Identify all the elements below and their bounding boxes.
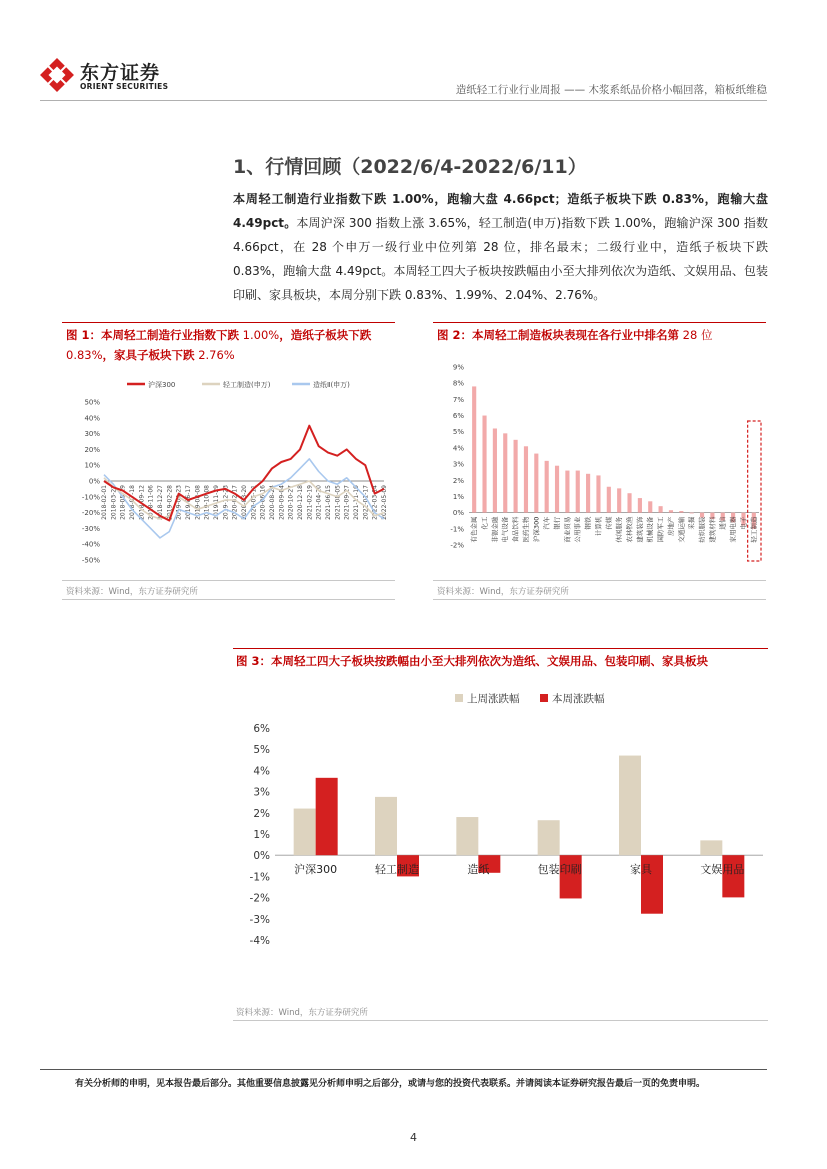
x-tick-label: 2021-08-05: [334, 485, 342, 520]
x-tick-label: 2020-12-18: [297, 485, 304, 520]
bar-last-week: [375, 797, 397, 855]
bar-last-week: [700, 840, 722, 855]
x-tick-label: 商业贸易: [563, 516, 572, 543]
x-category-label: 沪深300: [294, 863, 338, 877]
x-tick-label: 2019-08-08: [194, 485, 202, 520]
x-tick-label: 2019-06-17: [185, 485, 192, 520]
x-tick-label: 2018-12-27: [157, 485, 164, 520]
page-number: 4: [410, 1131, 417, 1144]
y-tick-label: -10%: [81, 493, 100, 502]
bar: [545, 461, 549, 513]
x-tick-label: 2019-12-23: [222, 485, 230, 520]
x-tick-label: 2021-06-15: [325, 485, 332, 520]
x-tick-label: 通信: [718, 516, 727, 530]
y-tick-label: -1%: [249, 871, 270, 884]
x-tick-label: 纺织服装: [698, 516, 707, 543]
x-tick-label: 非银金融: [490, 516, 499, 543]
bar: [669, 510, 673, 512]
x-tick-label: 食品饮料: [511, 516, 520, 543]
y-tick-label: 6%: [253, 723, 270, 735]
x-tick-label: 2019-02-28: [166, 485, 174, 520]
x-tick-label: 国防军工: [656, 516, 665, 543]
fig2-bottom-rule: [433, 599, 766, 600]
y-tick-label: -2%: [450, 541, 464, 550]
x-tick-label: 2020-03-20: [241, 485, 248, 520]
paragraph-body: 本周沪深 300 指数上涨 3.65%，轻工制造(申万)指数下跌 1.00%，跑输沪深 300 指数 4.66pct，在 28 个申万一级行业中位列第 28 位，排名最末；二级行业中，造纸子板块下跌 0.83%，跑输大盘 4.49pct。本周轻工四大子板块按跌幅由小至大排列依次为造纸、文娱用品、包装印刷、家具板块，本周分别下跌 0.83%、1.99%、2.04%、2.76%。: [233, 216, 768, 302]
bar: [627, 493, 631, 512]
bar: [607, 487, 611, 513]
x-tick-label: 房地产: [666, 516, 675, 537]
bar: [576, 471, 580, 513]
x-tick-label: 机械设备: [646, 516, 655, 543]
fig3-bar-chart: [233, 680, 768, 1000]
report-header-title: 造纸轻工行业行业周报 —— 木浆系纸品价格小幅回落，箱板纸维稳: [455, 84, 767, 96]
fig1-bottom-rule: [62, 599, 395, 600]
y-tick-label: -4%: [249, 935, 270, 947]
bar-this-week: [560, 855, 582, 898]
legend-swatch: [540, 694, 548, 702]
x-tick-label: 计算机: [594, 516, 603, 537]
fig1-title: 图 1：本周轻工制造行业指数下跌 1.00%，造纸子板块下跌 0.83%，家具子板块下跌 2.76%: [66, 328, 372, 362]
x-tick-label: 家用电器: [729, 516, 738, 543]
header-divider: [40, 100, 767, 101]
x-tick-label: 汽车: [542, 516, 551, 530]
bar: [524, 446, 528, 512]
x-tick-label: 电子: [739, 516, 748, 530]
paragraph-lead: 本周轻工制造行业指数下跌 1.00%，跑输大盘 4.66pct；造纸子板块下跌 0.83%，跑输大盘 4.49pct。: [233, 192, 768, 230]
bar: [638, 498, 642, 513]
y-tick-label: 7%: [452, 395, 464, 404]
x-tick-label: 2020-02-17: [231, 485, 239, 520]
bar: [690, 513, 694, 514]
fig2-bar-chart: [433, 355, 767, 580]
y-tick-label: -50%: [81, 556, 100, 565]
x-tick-label: 2022-03-14: [371, 485, 379, 520]
logo-english-name: ORIENT SECURITIES: [80, 82, 169, 91]
x-tick-label: 2022-01-17: [362, 485, 370, 520]
x-tick-label: 沪深300: [532, 516, 541, 543]
legend-label: 本周涨跌幅: [552, 693, 605, 705]
x-tick-label: 2018-07-18: [129, 485, 136, 520]
fig2-source: 资料来源：Wind，东方证券研究所: [437, 587, 569, 597]
bar-this-week: [316, 778, 338, 855]
y-tick-label: -1%: [450, 525, 464, 534]
y-tick-label: 8%: [452, 379, 464, 388]
x-tick-label: 休闲服务: [615, 516, 624, 543]
x-tick-label: 医药生物: [521, 516, 530, 543]
bar-last-week: [456, 817, 478, 855]
x-tick-label: 传媒: [604, 516, 613, 530]
x-tick-label: 钢铁: [584, 516, 593, 530]
x-tick-label: 化工: [480, 516, 489, 530]
legend-label: 上周涨跌幅: [467, 693, 520, 705]
bar: [648, 501, 652, 512]
y-tick-label: 5%: [452, 428, 464, 437]
x-tick-label: 2018-11-06: [147, 485, 155, 520]
y-tick-label: 9%: [452, 363, 464, 372]
y-tick-label: -20%: [81, 509, 100, 518]
bar: [503, 433, 507, 512]
y-tick-label: -3%: [249, 913, 270, 926]
x-tick-label: 2018-02-01: [101, 485, 108, 520]
y-tick-label: 4%: [452, 444, 464, 453]
fig3-source: 资料来源：Wind，东方证券研究所: [236, 1008, 368, 1018]
x-tick-label: 2020-06-16: [259, 485, 267, 520]
logo-mark-icon: [40, 58, 74, 92]
bar-last-week: [538, 820, 560, 855]
bar: [534, 454, 538, 513]
bar: [586, 474, 590, 513]
x-tick-label: 轻工制造: [749, 516, 758, 543]
bar: [514, 440, 518, 513]
fig1-line-chart: [62, 370, 396, 580]
y-tick-label: 2%: [253, 807, 270, 820]
x-tick-label: 2020-05-11: [250, 485, 258, 520]
y-tick-label: 6%: [452, 412, 464, 421]
fig3-bottom-rule: [233, 1020, 768, 1021]
x-tick-label: 2020-09-04: [278, 485, 286, 520]
x-tick-label: 农林牧渔: [625, 516, 634, 543]
company-logo: [40, 58, 180, 94]
x-category-label: 轻工制造: [375, 863, 419, 877]
x-category-label: 家具: [630, 863, 652, 877]
bar: [565, 471, 569, 513]
fig1-source-rule: [62, 580, 395, 581]
x-tick-label: 2021-09-27: [343, 485, 351, 520]
bar: [596, 475, 600, 512]
x-tick-label: 采掘: [687, 516, 696, 530]
x-tick-label: 2022-05-09: [381, 485, 388, 520]
section-paragraph: [233, 187, 768, 307]
y-tick-label: -40%: [81, 540, 100, 549]
y-tick-label: 50%: [84, 398, 100, 407]
x-tick-label: 2021-11-19: [353, 485, 360, 520]
x-tick-label: 2018-05-29: [119, 485, 127, 520]
y-tick-label: 4%: [253, 765, 270, 778]
y-tick-label: 20%: [84, 445, 100, 454]
bar: [482, 416, 486, 513]
legend-label: 造纸Ⅱ(申万): [313, 381, 350, 389]
y-tick-label: 3%: [253, 786, 270, 799]
legend-label: 沪深300: [148, 381, 176, 389]
x-category-label: 文娱用品: [700, 863, 745, 877]
y-tick-label: 3%: [452, 460, 464, 469]
fig1-top-rule: [62, 322, 395, 323]
x-tick-label: 2020-08-24: [269, 485, 276, 520]
y-tick-label: 10%: [84, 461, 100, 470]
fig1-source: 资料来源：Wind，东方证券研究所: [66, 587, 198, 597]
fig2-top-rule: [433, 322, 766, 323]
x-tick-label: 2021-02-19: [306, 485, 314, 520]
x-tick-label: 建筑装饰: [635, 516, 644, 543]
bar-last-week: [294, 809, 316, 856]
bar: [555, 466, 559, 513]
bar-this-week: [722, 855, 744, 897]
legend-label: 轻工制造(申万): [223, 381, 271, 389]
x-category-label: 包装印刷: [537, 863, 582, 877]
x-tick-label: 2020-10-27: [287, 485, 295, 520]
bar: [659, 506, 663, 512]
x-tick-label: 公用事业: [573, 516, 582, 543]
y-tick-label: 0%: [452, 509, 464, 518]
y-tick-label: 40%: [84, 414, 100, 423]
bar-last-week: [619, 756, 641, 856]
x-tick-label: 建筑材料: [708, 516, 717, 543]
x-category-label: 造纸: [467, 863, 490, 877]
bar: [617, 488, 621, 512]
x-tick-label: 交通运输: [677, 516, 686, 543]
bar: [679, 511, 683, 513]
footer-divider: [40, 1069, 767, 1070]
y-tick-label: -30%: [81, 524, 100, 533]
bar: [472, 386, 476, 512]
fig2-source-rule: [433, 580, 766, 581]
y-tick-label: 30%: [84, 430, 100, 439]
fig3-title: 图 3：本周轻工四大子板块按跌幅由小至大排列依次为造纸、文娱用品、包装印刷、家具板块: [236, 654, 709, 668]
x-tick-label: 2019-04-23: [175, 485, 183, 520]
x-tick-label: 电气设备: [501, 516, 510, 543]
x-tick-label: 有色金属: [470, 516, 479, 543]
y-tick-label: -2%: [249, 892, 270, 905]
logo-chinese-name: 东方证券: [80, 62, 161, 84]
x-tick-label: 2021-04-20: [315, 485, 323, 520]
x-tick-label: 银行: [553, 516, 562, 530]
section-title: 1、行情回顾（2022/6/4-2022/6/11）: [233, 156, 587, 178]
x-tick-label: 2019-11-29: [213, 485, 220, 520]
y-tick-label: 0%: [253, 850, 270, 863]
fig2-title: 图 2：本周轻工制造板块表现在各行业中排名第 28 位: [437, 328, 713, 342]
footer-disclaimer: 有关分析师的申明，见本报告最后部分。其他重要信息披露见分析师申明之后部分，或请与您的投资代表联系。并请阅读本证券研究报告最后一页的免责申明。: [75, 1079, 706, 1089]
x-tick-label: 2019-10-08: [203, 485, 211, 520]
y-tick-label: 2%: [452, 476, 464, 485]
fig3-top-rule: [233, 648, 768, 649]
bar: [493, 428, 497, 512]
legend-swatch: [455, 694, 463, 702]
y-tick-label: 1%: [452, 492, 464, 501]
y-tick-label: 1%: [253, 829, 270, 841]
y-tick-label: 0%: [88, 477, 100, 486]
x-tick-label: 2018-03-27: [110, 485, 118, 520]
x-tick-label: 2018-09-12: [138, 485, 146, 520]
y-tick-label: 5%: [253, 744, 270, 757]
